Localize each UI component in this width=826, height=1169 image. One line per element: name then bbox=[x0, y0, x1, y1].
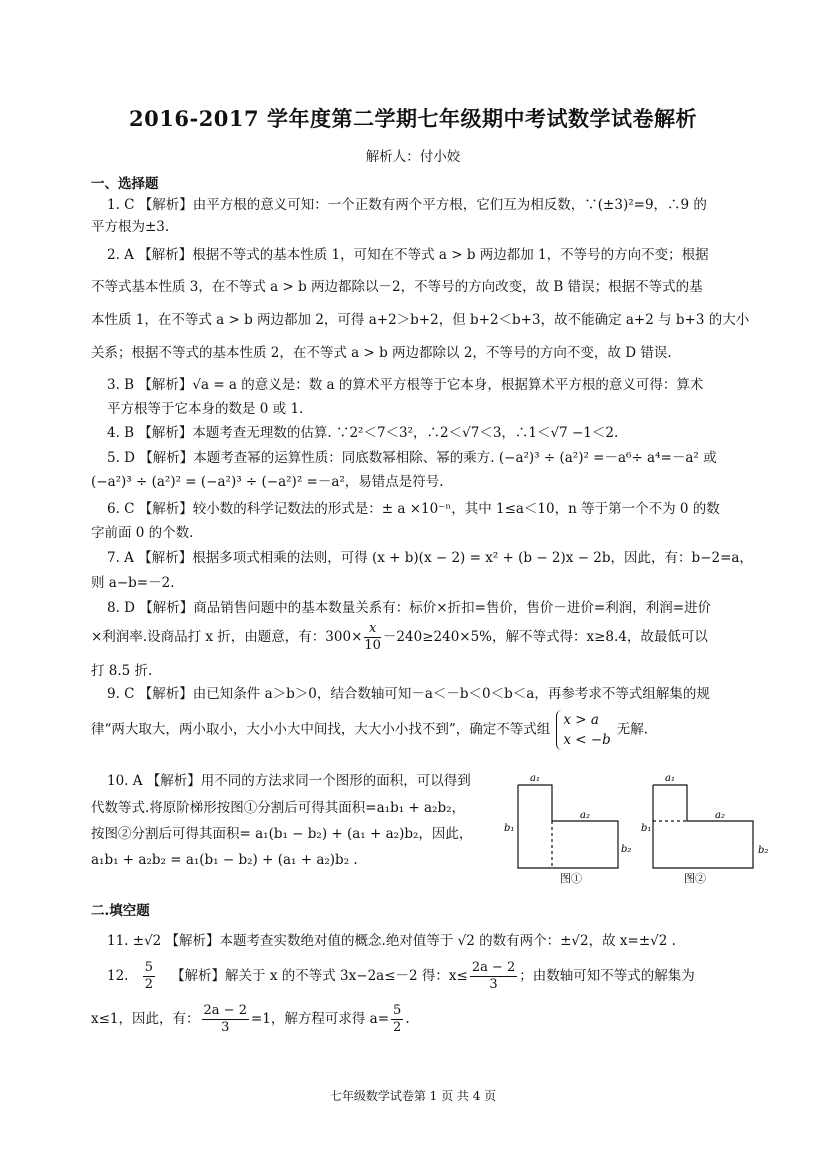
q12-line1 bbox=[107, 960, 748, 993]
inequality-system bbox=[556, 710, 610, 750]
q8-fraction bbox=[364, 621, 381, 654]
figure-2 bbox=[641, 773, 768, 885]
q12-fraction-3-den: 2 bbox=[393, 1020, 402, 1035]
q10-line2: 代数等式.将原阶梯形按图①分割后可得其面积=a₁b₁ + a₂b₂， bbox=[91, 800, 466, 816]
page-footer: 七年级数学试卷第 1 页 共 4 页 bbox=[329, 1089, 497, 1103]
q3-line2: 平方根等于它本身的数是 0 或 1. bbox=[107, 401, 304, 417]
q8-line3: 打 8.5 折. bbox=[91, 663, 153, 679]
fig2-a2-label: a₂ bbox=[715, 810, 725, 821]
q1-line2: 平方根为±3. bbox=[91, 219, 170, 235]
fig1-b1-label: b₁ bbox=[504, 823, 515, 834]
q12-line1-post: ；由数轴可知不等式的解集为 bbox=[519, 968, 695, 984]
q12-fraction-1-den: 3 bbox=[489, 977, 498, 992]
figure-2-outline bbox=[653, 785, 753, 868]
fig2-b2-label: b₂ bbox=[758, 845, 769, 856]
q12-answer-num: 5 bbox=[144, 960, 154, 975]
q6-line2: 字前面 0 的个数. bbox=[91, 525, 194, 541]
inequality-2: x < −b bbox=[563, 732, 611, 748]
q12-fraction-2-num: 2a − 2 bbox=[203, 1003, 247, 1018]
fig2-caption: 图② bbox=[684, 872, 706, 885]
fig2-a1-label: a₁ bbox=[665, 773, 675, 784]
q2-line4: 关系；根据不等式的基本性质 2，在不等式 a > b 两边都除以 2，不等号的方向不变，故 D 错误. bbox=[91, 345, 672, 361]
q7-line2: 则 a−b=－2. bbox=[91, 575, 175, 591]
q7-line1: 7. A 【解析】根据多项式相乘的法则，可得 (x + b)(x − 2) = x² + (b − 2)x − 2b，因此，有：b−2=a， bbox=[107, 550, 753, 566]
q12-line2-mid: =1，解方程可求得 a= bbox=[250, 1011, 390, 1027]
q5-line2: (−a²)³ ÷ (a²)² = (−a²)³ ÷ (−a²)² =－a²，易错点是符号. bbox=[91, 474, 444, 490]
section-choice-heading: 一、选择题 bbox=[91, 176, 159, 192]
fig1-a1-label: a₁ bbox=[530, 773, 540, 784]
q1-line1: 1. C 【解析】由平方根的意义可知：一个正数有两个平方根，它们互为相反数，∵(±3)²=9，∴9 的 bbox=[107, 197, 707, 213]
q12-fraction-3 bbox=[391, 1003, 403, 1036]
q12-fraction-1-num: 2a − 2 bbox=[471, 960, 516, 975]
q9-line1: 9. C 【解析】由已知条件 a＞b＞0，结合数轴可知－a＜－b＜0＜b＜a，再参考求不等式组解集的规 bbox=[107, 686, 710, 702]
q8-line2-pre: ×利润率.设商品打 x 折，由题意，有：300× bbox=[91, 629, 363, 645]
section-fill-heading: 二.填空题 bbox=[91, 903, 150, 919]
author-line: 解析人：付小姣 bbox=[365, 149, 461, 165]
fig1-b2-label: b₂ bbox=[621, 844, 632, 855]
q8-line1: 8. D 【解析】商品销售问题中的基本数量关系有：标价×折扣=售价，售价－进价=利润，利润=进价 bbox=[107, 600, 712, 616]
q10-line3: 按图②分割后可得其面积= a₁(b₁ − b₂) + (a₁ + a₂)b₂，因此， bbox=[91, 826, 473, 842]
q2-line3: 本性质 1，在不等式 a > b 两边都加 2，可得 a+2＞b+2，但 b+2＜b+3，故不能确定 a+2 与 b+3 的大小 bbox=[91, 312, 750, 328]
fig1-caption: 图① bbox=[560, 872, 582, 885]
q9-line2-post: 无解. bbox=[616, 721, 649, 738]
q8-line2 bbox=[91, 621, 748, 654]
q6-line1: 6. C 【解析】较小数的科学记数法的形式是：± a ×10⁻ⁿ，其中 1≤a＜10，n 等于第一个不为 0 的数 bbox=[107, 501, 720, 517]
q2-line2: 不等式基本性质 3，在不等式 a > b 两边都除以－2，不等号的方向改变，故 B 错误；根据不等式的基 bbox=[91, 279, 703, 295]
q10-line1: 10. A 【解析】用不同的方法求同一个图形的面积，可以得到 bbox=[107, 773, 471, 789]
q11-line: 11. ±√2 【解析】本题考查实数绝对值的概念.绝对值等于 √2 的数有两个：±√2，故 x=±√2 . bbox=[107, 933, 676, 949]
q8-line2-post: －240≥240×5%，解不等式得：x≥8.4，故最低可以 bbox=[382, 629, 708, 645]
q4-line: 4. B 【解析】本题考查无理数的估算. ∵2²＜7＜3²，∴2＜√7＜3，∴1＜√7 −1＜2. bbox=[107, 425, 619, 441]
page-title: 2016-2017 学年度第二学期七年级期中考试数学试卷解析 bbox=[129, 106, 697, 131]
q12-label: 12. bbox=[107, 968, 129, 984]
q12-line2-post: . bbox=[405, 1011, 410, 1027]
q9-line2-pre: 律“两大取大，两小取小，大小小大中间找，大大小小找不到”，确定不等式组 bbox=[91, 721, 551, 738]
q12-fraction-2-den: 3 bbox=[221, 1020, 230, 1035]
q12-line2-pre: x≤1，因此，有： bbox=[91, 1011, 200, 1027]
q8-fraction-num: x bbox=[364, 621, 381, 638]
q5-line1: 5. D 【解析】本题考查幂的运算性质：同底数幂相除、幂的乘方. (−a²)³ ÷ (a²)² =－a⁶÷ a⁴=－a² 或 bbox=[107, 450, 717, 466]
q12-fraction-1 bbox=[470, 960, 517, 993]
figure-1-outline bbox=[518, 785, 618, 868]
q12-fraction-3-num: 5 bbox=[393, 1003, 402, 1018]
q8-fraction-den: 10 bbox=[364, 638, 381, 653]
staircase-figures bbox=[500, 768, 790, 888]
q12-answer bbox=[143, 960, 155, 993]
figure-1 bbox=[504, 773, 631, 885]
fig1-a2-label: a₂ bbox=[580, 810, 590, 821]
q2-line1: 2. A 【解析】根据不等式的基本性质 1，可知在不等式 a > b 两边都加 1，不等号的方向不变；根据 bbox=[107, 247, 709, 263]
q3-line1: 3. B 【解析】√a = a 的意义是：数 a 的算术平方根等于它本身，根据算术平方根的意义可得：算术 bbox=[107, 377, 704, 393]
inequality-1: x > a bbox=[563, 712, 599, 728]
q12-fraction-2 bbox=[202, 1003, 249, 1036]
q12-line2 bbox=[91, 1003, 748, 1036]
q10-line4: a₁b₁ + a₂b₂ = a₁(b₁ − b₂) + (a₁ + a₂)b₂ . bbox=[91, 852, 358, 868]
q9-line2 bbox=[91, 710, 748, 750]
q12-answer-den: 2 bbox=[144, 977, 154, 992]
fig2-b1-label: b₁ bbox=[641, 823, 652, 834]
q12-line1-pre: 【解析】解关于 x 的不等式 3x−2a≤－2 得：x≤ bbox=[171, 968, 468, 984]
